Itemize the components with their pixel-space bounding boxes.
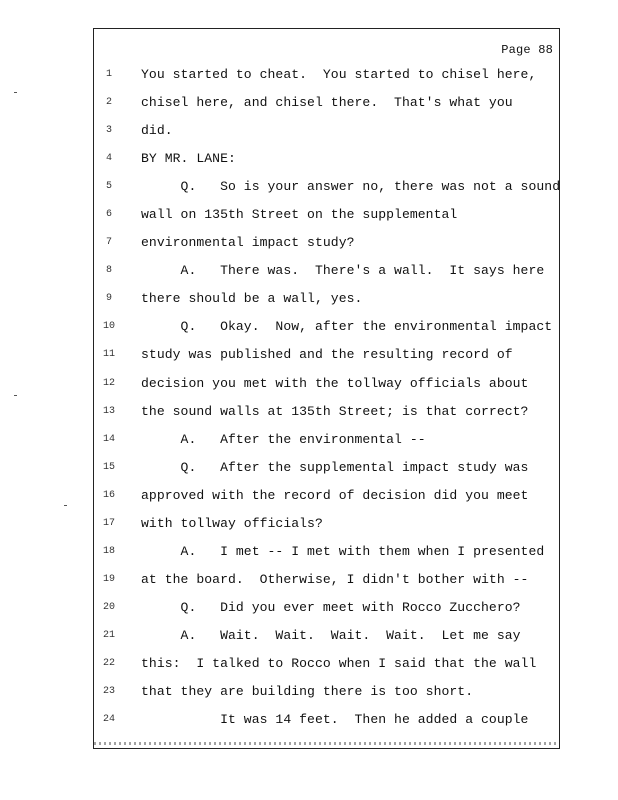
- line-number: 5: [105, 181, 112, 193]
- line-text: did.: [141, 123, 173, 139]
- line-number: 12: [102, 377, 115, 389]
- transcript-line: [94, 454, 559, 482]
- line-number: 10: [102, 321, 115, 333]
- line-text: BY MR. LANE:: [141, 151, 236, 167]
- line-text: this: I talked to Rocco when I said that the wall: [141, 655, 537, 671]
- line-text: Q. After the supplemental impact study was: [141, 459, 529, 475]
- transcript-line: [94, 538, 559, 566]
- transcript-line: [94, 566, 559, 594]
- transcript-line: [94, 201, 559, 229]
- scan-artifact-edge: [94, 742, 559, 745]
- line-text: approved with the record of decision did you meet: [141, 487, 529, 503]
- transcript-line: [94, 285, 559, 313]
- transcript-line: [94, 257, 559, 285]
- transcript-line: [94, 173, 559, 201]
- line-number: 24: [102, 714, 115, 726]
- line-text: study was published and the resulting record of: [141, 347, 513, 363]
- line-number: 20: [102, 601, 115, 613]
- line-text: Q. So is your answer no, there was not a sound: [141, 179, 561, 195]
- line-text: wall on 135th Street on the supplemental: [141, 207, 458, 223]
- transcript-line: [94, 89, 559, 117]
- transcript-line: [94, 313, 559, 341]
- transcript-line: [94, 61, 559, 89]
- transcript-line: [94, 510, 559, 538]
- line-text: there should be a wall, yes.: [141, 291, 363, 307]
- line-number: 14: [102, 433, 115, 445]
- transcript-line: [94, 398, 559, 426]
- margin-speck: [14, 395, 17, 396]
- transcript-line: [94, 229, 559, 257]
- line-number: 16: [102, 489, 115, 501]
- line-number: 9: [105, 293, 112, 305]
- transcript-line: [94, 370, 559, 398]
- line-text: It was 14 feet. Then he added a couple: [141, 712, 529, 728]
- transcript-line: [94, 426, 559, 454]
- transcript-line: [94, 678, 559, 706]
- line-number: 19: [102, 573, 115, 585]
- line-number: 7: [105, 237, 112, 249]
- line-number: 21: [102, 629, 115, 641]
- line-number: 15: [102, 461, 115, 473]
- line-text: Q. Did you ever meet with Rocco Zucchero?: [141, 599, 521, 615]
- line-number: 4: [105, 153, 112, 165]
- line-number: 8: [105, 265, 112, 277]
- line-text: that they are building there is too short.: [141, 684, 474, 700]
- line-text: A. I met -- I met with them when I presented: [141, 543, 545, 559]
- transcript-line: [94, 650, 559, 678]
- line-number: 22: [102, 657, 115, 669]
- margin-speck: [14, 92, 17, 93]
- line-number: 1: [105, 69, 112, 80]
- transcript-line: [94, 145, 559, 173]
- line-text: Q. Okay. Now, after the environmental impact: [141, 319, 553, 335]
- line-text: A. After the environmental --: [141, 431, 426, 447]
- transcript-line: [94, 482, 559, 510]
- line-text: You started to cheat. You started to chisel here,: [141, 67, 537, 82]
- line-number: 13: [102, 405, 115, 417]
- line-number: 2: [105, 97, 112, 109]
- line-text: at the board. Otherwise, I didn't bother with --: [141, 571, 529, 587]
- line-number: 23: [102, 686, 115, 698]
- line-text: with tollway officials?: [141, 515, 323, 531]
- line-text: A. Wait. Wait. Wait. Wait. Let me say: [141, 627, 521, 643]
- line-number: 17: [102, 517, 115, 529]
- transcript-line: [94, 341, 559, 369]
- page-number: Page 88: [501, 43, 553, 57]
- line-number: 11: [102, 349, 115, 361]
- transcript-line: [94, 594, 559, 622]
- transcript-page: [93, 28, 560, 749]
- line-text: chisel here, and chisel there. That's what you: [141, 95, 513, 111]
- line-text: environmental impact study?: [141, 235, 355, 251]
- transcript-line: [94, 117, 559, 145]
- line-number: 6: [105, 209, 112, 221]
- transcript-lines: [94, 61, 559, 734]
- line-text: decision you met with the tollway officials about: [141, 375, 529, 391]
- line-text: A. There was. There's a wall. It says here: [141, 263, 545, 279]
- line-number: 3: [105, 125, 112, 137]
- margin-speck: [64, 505, 67, 506]
- line-number: 18: [102, 545, 115, 557]
- transcript-line: [94, 706, 559, 734]
- transcript-line: [94, 622, 559, 650]
- line-text: the sound walls at 135th Street; is that correct?: [141, 403, 529, 419]
